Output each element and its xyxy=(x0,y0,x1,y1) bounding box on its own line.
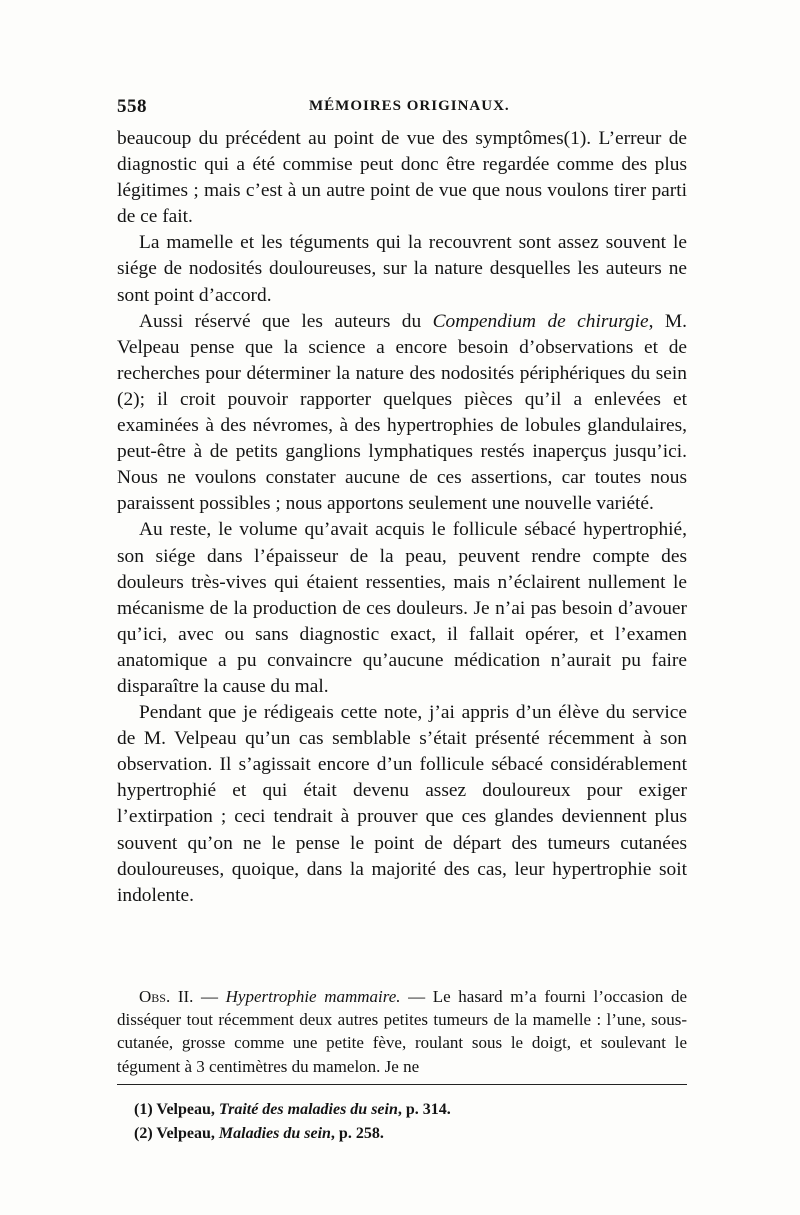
footnote-1-title: Traité des maladies du sein xyxy=(218,1101,398,1118)
compendium-title: Compendium de chirurgie xyxy=(432,310,649,332)
footnote-2-title: Maladies du sein xyxy=(218,1125,331,1142)
footnote-2-author: Velpeau, xyxy=(152,1125,219,1142)
running-head: MÉMOIRES ORIGINAUX. xyxy=(309,98,510,114)
page-number: 558 xyxy=(117,96,147,117)
paragraph-3-lead: Aussi réservé que les auteurs du xyxy=(139,310,433,332)
footnotes xyxy=(134,1098,674,1146)
observation-section xyxy=(117,985,687,1078)
footnote-divider xyxy=(117,1084,687,1085)
footnote-1-mark: (1) xyxy=(134,1101,153,1118)
footnote-2-mark: (2) xyxy=(134,1125,153,1142)
footnote-1-author: Velpeau, xyxy=(152,1101,219,1118)
observation-text: — Le hasard m’a fourni l’occasion de disséquer tout récemment deux autres petites tumeurs de la mamelle : l’une, sous-cutanée, grosse comme une petite fève, roulant sous le doigt, et soulevant le tégument à 3 centimètres du mamelon. Je ne xyxy=(117,987,687,1076)
paragraph-3 xyxy=(117,309,687,518)
observation-label: Obs. II. — xyxy=(139,987,226,1006)
paragraph-4: Au reste, le volume qu’avait acquis le follicule sébacé hypertrophié, son siége dans l’épaisseur de la peau, peuvent rendre compte des douleurs très-vives qui étaient ressenties, mais n’éclairent nullement le mécanisme de la production de ces douleurs. Je n’ai pas besoin d’avouer qu’ici, avec ou sans diagnostic exact, il fallait opérer, et l’examen anatomique a pu convaincre qu’aucune médication n’aurait pu faire disparaître la cause du mal. xyxy=(117,519,687,697)
paragraph-5: Pendant que je rédigeais cette note, j’ai appris d’un élève du service de M. Velpeau qu’un cas semblable s’était présenté récemment à son observation. Il s’agissait encore d’un follicule sébacé considérablement hypertrophié et qui était devenu assez douloureux pour exiger l’extirpation ; ceci tendrait à prouver que ces glandes deviennent plus souvent qu’on ne le pense le point de départ des tumeurs cutanées douloureuses, quoique, dans la majorité des cas, leur hypertrophie soit indolente. xyxy=(117,702,687,906)
footnote-2 xyxy=(134,1122,674,1146)
footnote-1 xyxy=(134,1098,674,1122)
observation-paragraph xyxy=(117,985,687,1078)
paragraph-2: La mamelle et les téguments qui la recouvrent sont assez souvent le siége de nodosités douloureuses, sur la nature desquelles les auteurs ne sont point d’accord. xyxy=(117,232,687,306)
paragraph-3-rest: , M. Velpeau pense que la science a encore besoin d’observations et de recherches pour déterminer la nature des nodosités périphériques du sein (2); il croit pouvoir rapporter quelques pièces qu’il a enlevées et examinées à des névromes, à des hypertrophies de lobules glandulaires, peut-être à de petits ganglions lymphatiques restés inaperçus jusqu’ici. Nous ne voulons constater aucune de ces assertions, car toutes nous paraissent possibles ; nous apportons seulement une nouvelle variété. xyxy=(117,310,687,515)
observation-title: Hypertrophie mammaire. xyxy=(225,987,401,1006)
footnote-1-ref: , p. 314. xyxy=(397,1101,451,1118)
footnote-2-ref: , p. 258. xyxy=(330,1125,384,1142)
page-header xyxy=(117,96,687,124)
paragraph-1: beaucoup du précédent au point de vue des symptômes(1). L’erreur de diagnostic qui a été commise peut donc être regardée comme des plus légitimes ; mais c’est à un autre point de vue que nous voulons tirer parti de ce fait. xyxy=(117,128,687,228)
body-text xyxy=(117,126,687,909)
